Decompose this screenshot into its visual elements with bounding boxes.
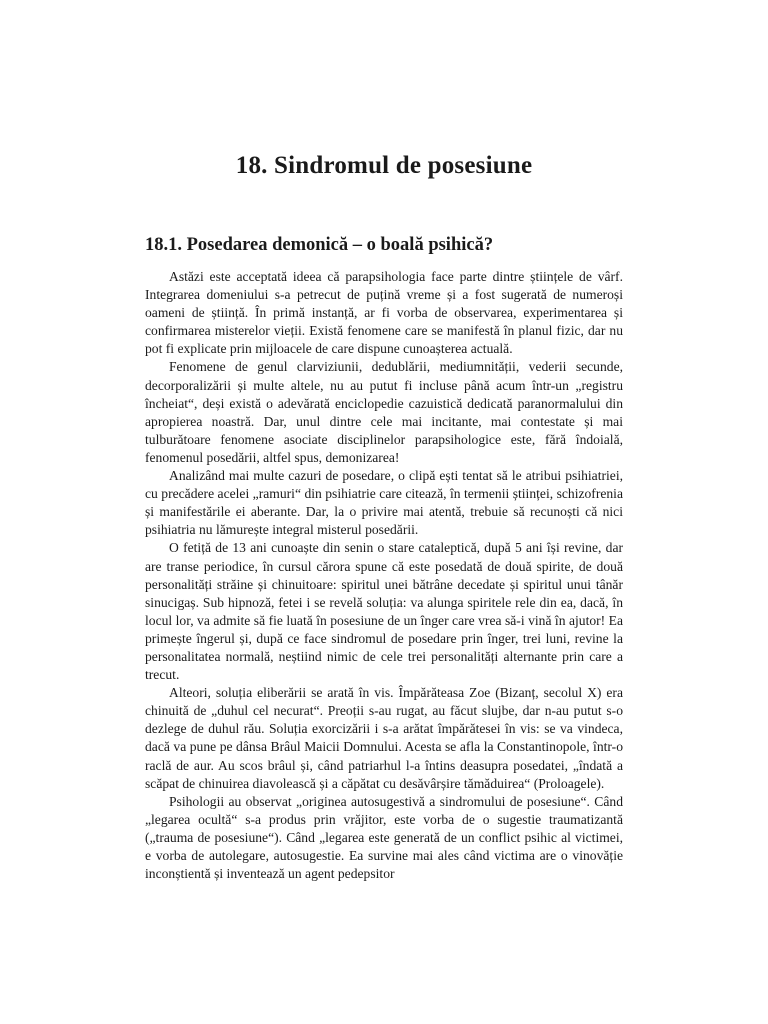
section-title: 18.1. Posedarea demonică – o boală psihică? [145, 235, 494, 255]
paragraph: Analizând mai multe cazuri de posedare, o clipă ești tentat să le atribui psihiatriei, cu precădere acelei „ramuri“ din psihiatrie care citează, în termenii științei, schizofrenia și manifestările ei aberante. Dar, la o privire mai atentă, trebuie să recunoști că nici psihiatria nu lămurește integral misterul posedării. [145, 468, 623, 538]
chapter-title: 18. Sindromul de posesiune [235, 152, 533, 179]
paragraph: Alteori, soluția eliberării se arată în vis. Împărăteasa Zoe (Bizanț, secolul X) era chinuită de „duhul cel necurat“. Preoții s-au rugat, au făcut slujbe, dar n-au putut s-o dezlege de duhul rău. Soluția exorcizării i s-a arătat împărătesei în vis: se va vindeca, dacă va pune pe dânsa Brâul Maicii Domnului. Acesta se afla la Constantinopole, într-o raclă de aur. Au scos brâul și, când patriarhul l-a întins deasupra posedatei, „îndată a scăpat de chinuirea diavolească și a căpătat cu desăvârșire tămăduirea“ (Proloagele). [145, 685, 623, 791]
paragraph: Psihologii au observat „originea autosugestivă a sindromului de posesiune“. Când „legarea ocultă“ s-a produs prin vrăjitor, este vorba de o sugestie traumatizantă („trauma de posesiune“). Când „legarea este generată de un conflict psihic al victimei, e vorba de autolegare, autosugestie. Ea survine mai ales când victima are o vinovăție inconștientă și inventează un agent pedepsitor [145, 793, 623, 882]
paragraph: O fetiță de 13 ani cunoaște din senin o stare cataleptică, după 5 ani își revine, dar are transe periodice, în cursul cărora spune că este posedată de două spirite, de două personalități străine și chinuitoare: spiritul unei bătrâne decedate și spiritul unui tânăr sinucigaș. Sub hipnoză, fetei i se revelă soluția: va alunga spiritele rele din ea, dacă, în locul lor, va admite să fie luată în posesiune de un înger care vrea să-i vină în ajutor! Ea primește îngerul și, după ce face sindromul de posedare prin înger, trei luni, revine la personalitatea normală, neștiind nimic de cele trei personalități alternante prin care a trecut. [145, 540, 623, 683]
body-text [145, 268, 623, 883]
paragraph: Fenomene de genul clarviziunii, dedublării, mediumnității, vederii secunde, decorporalizării și multe altele, nu au putut fi incluse până acum într-un „registru încheiat“, deși există o adevărată enciclopedie cazuistică dedicată paranormalului din apropierea noastră. Dar, unul dintre cele mai incitante, mai contestate și mai tulburătoare fenomene asociate disciplinelor parapsihologice este, fără îndoială, fenomenul posedării, altfel spus, demonizarea! [145, 359, 623, 465]
paragraph: Astăzi este acceptată ideea că parapsihologia face parte dintre științele de vârf. Integrarea domeniului s-a petrecut de puțină vreme și a fost sugerată de numeroși oameni de știință. În primă instanță, ar fi vorba de observarea, experimentarea și confirmarea misterelor vieții. Există fenomene care se manifestă în planul fizic, dar nu pot fi explicate prin mijloacele de care dispune cunoașterea actuală. [145, 269, 623, 357]
